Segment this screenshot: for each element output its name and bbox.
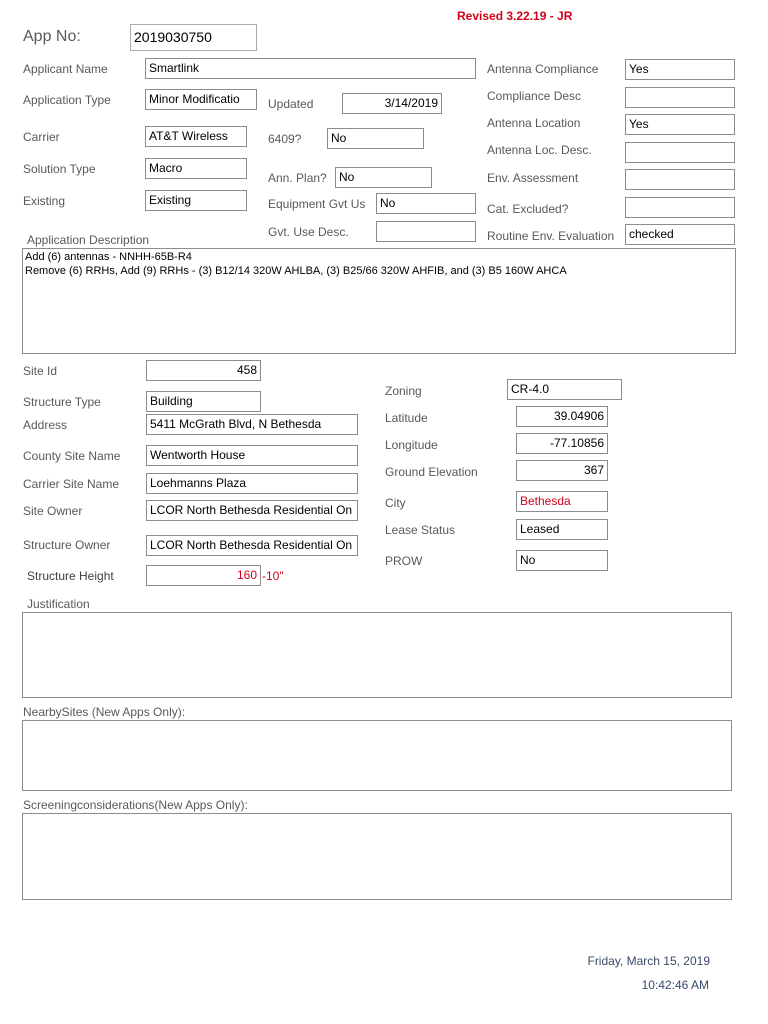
address-field[interactable]: 5411 McGrath Blvd, N Bethesda — [146, 414, 358, 435]
structure-type-field[interactable]: Building — [146, 391, 261, 412]
antenna-location-field[interactable]: Yes — [625, 114, 735, 135]
carrier-site-name-field[interactable]: Loehmanns Plaza — [146, 473, 358, 494]
carrier-label: Carrier — [23, 130, 60, 144]
application-description-area[interactable] — [22, 248, 736, 354]
lease-status-field[interactable]: Leased — [516, 519, 608, 540]
ann-plan-field[interactable]: No — [335, 167, 432, 188]
structure-height-suffix: -10" — [262, 569, 284, 583]
justification-label: Justification — [27, 597, 90, 611]
antenna-compliance-field[interactable]: Yes — [625, 59, 735, 80]
compliance-desc-field[interactable] — [625, 87, 735, 108]
compliance-desc-label: Compliance Desc — [487, 89, 582, 103]
site-id-field[interactable]: 458 — [146, 360, 261, 381]
site-owner-label: Site Owner — [23, 504, 83, 518]
structure-type-label: Structure Type — [23, 395, 101, 409]
gvt-use-desc-field[interactable] — [376, 221, 476, 242]
nearby-sites-label: NearbySites (New Apps Only): — [23, 705, 186, 719]
structure-height-label: Structure Height — [27, 569, 114, 583]
applicant-name-label: Applicant Name — [23, 62, 108, 76]
screening-considerations-area[interactable] — [22, 813, 732, 900]
application-type-label: Application Type — [23, 93, 111, 107]
county-site-name-field[interactable]: Wentworth House — [146, 445, 358, 466]
prow-label: PROW — [385, 554, 423, 568]
equipment-gvt-label: Equipment Gvt Us — [268, 197, 366, 211]
carrier-field[interactable]: AT&T Wireless — [145, 126, 247, 147]
screening-considerations-label: Screeningconsiderations(New Apps Only): — [23, 798, 248, 812]
antenna-loc-desc-field[interactable] — [625, 142, 735, 163]
existing-field[interactable]: Existing — [145, 190, 247, 211]
footer-time: 10:42:46 AM — [641, 978, 709, 992]
description-line-1: Add (6) antennas - NNHH-65B-R4 — [25, 251, 192, 263]
structure-owner-field[interactable]: LCOR North Bethesda Residential On — [146, 535, 358, 556]
app-no-field[interactable]: 2019030750 — [130, 24, 257, 51]
env-assessment-field[interactable] — [625, 169, 735, 190]
env-assessment-label: Env. Assessment — [487, 171, 579, 185]
prow-field[interactable]: No — [516, 550, 608, 571]
longitude-label: Longitude — [385, 438, 438, 452]
antenna-location-label: Antenna Location — [487, 116, 581, 130]
app-no-label: App No: — [23, 28, 81, 45]
ground-elevation-label: Ground Elevation — [385, 465, 478, 479]
zoning-label: Zoning — [385, 384, 422, 398]
county-site-name-label: County Site Name — [23, 449, 121, 463]
solution-type-field[interactable]: Macro — [145, 158, 247, 179]
structure-owner-label: Structure Owner — [23, 538, 111, 552]
application-description-label: Application Description — [27, 233, 150, 247]
structure-height-field[interactable]: 160 — [146, 565, 261, 586]
revised-note: Revised 3.22.19 - JR — [457, 9, 573, 23]
updated-field[interactable]: 3/14/2019 — [342, 93, 442, 114]
longitude-field[interactable]: -77.10856 — [516, 433, 608, 454]
antenna-compliance-label: Antenna Compliance — [487, 62, 599, 76]
footer-date: Friday, March 15, 2019 — [587, 954, 710, 968]
city-label: City — [385, 496, 406, 510]
latitude-label: Latitude — [385, 411, 428, 425]
address-label: Address — [23, 418, 68, 432]
gvt-use-desc-label: Gvt. Use Desc. — [268, 225, 349, 239]
routine-env-label: Routine Env. Evaluation — [487, 229, 615, 243]
existing-label: Existing — [23, 194, 66, 208]
updated-label: Updated — [268, 97, 314, 111]
lease-status-label: Lease Status — [385, 523, 456, 537]
site-id-label: Site Id — [23, 364, 58, 378]
cat-excluded-label: Cat. Excluded? — [487, 202, 569, 216]
equipment-gvt-field[interactable]: No — [376, 193, 476, 214]
justification-area[interactable] — [22, 612, 732, 698]
f6409-label: 6409? — [268, 132, 302, 146]
solution-type-label: Solution Type — [23, 162, 96, 176]
ann-plan-label: Ann. Plan? — [268, 171, 327, 185]
cat-excluded-field[interactable] — [625, 197, 735, 218]
city-field[interactable]: Bethesda — [516, 491, 608, 512]
antenna-loc-desc-label: Antenna Loc. Desc. — [487, 143, 592, 157]
application-type-field[interactable]: Minor Modificatio — [145, 89, 257, 110]
description-line-2: Remove (6) RRHs, Add (9) RRHs - (3) B12/14 320W AHLBA, (3) B25/66 320W AHFIB, and (3) B5 160W AHCA — [25, 265, 567, 277]
latitude-field[interactable]: 39.04906 — [516, 406, 608, 427]
f6409-field[interactable]: No — [327, 128, 424, 149]
applicant-name-field[interactable]: Smartlink — [145, 58, 476, 79]
ground-elevation-field[interactable]: 367 — [516, 460, 608, 481]
carrier-site-name-label: Carrier Site Name — [23, 477, 120, 491]
zoning-field[interactable]: CR-4.0 — [507, 379, 622, 400]
site-owner-field[interactable]: LCOR North Bethesda Residential On — [146, 500, 358, 521]
routine-env-field[interactable]: checked — [625, 224, 735, 245]
nearby-sites-area[interactable] — [22, 720, 732, 791]
